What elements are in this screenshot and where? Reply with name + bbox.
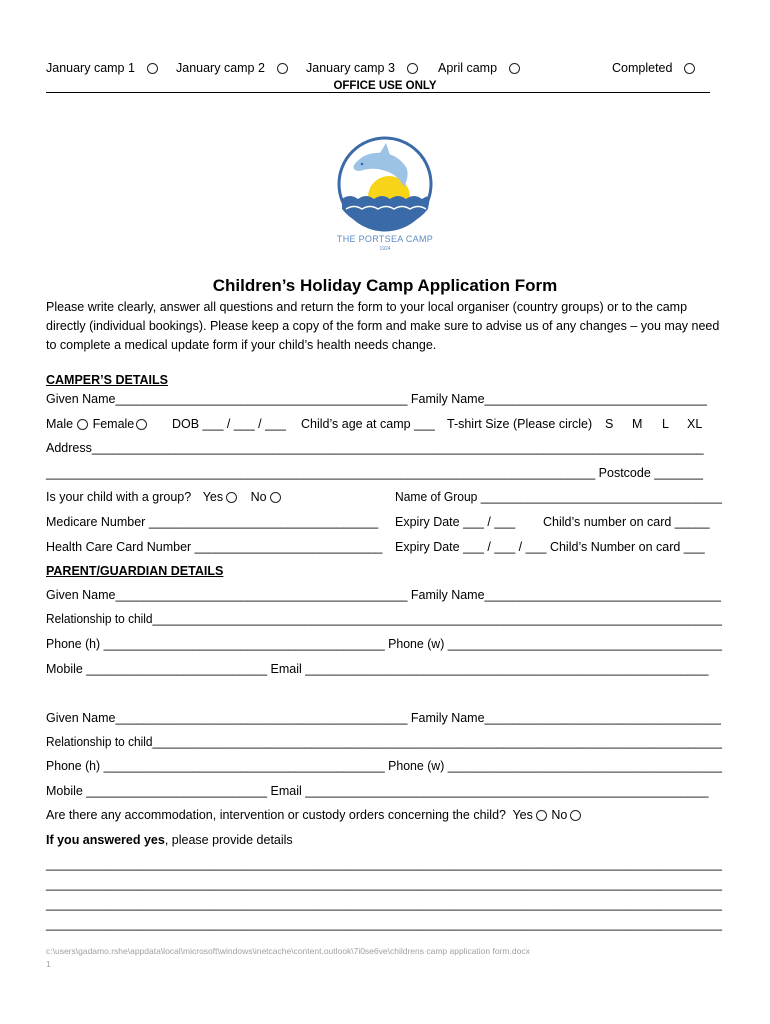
parent-heading: PARENT/GUARDIAN DETAILS <box>46 564 224 578</box>
parent2-relationship-field[interactable]: Relationship to child______________________________________________________________________________________ <box>46 735 722 749</box>
office-option-1[interactable] <box>46 60 161 76</box>
radio-icon[interactable] <box>136 419 147 430</box>
parent1-relationship-field[interactable]: Relationship to child______________________________________________________________________________________ <box>46 612 722 626</box>
office-option-label: January camp 1 <box>46 61 135 75</box>
medicare-expiry-field[interactable]: Expiry Date ___ / ___ <box>395 515 516 529</box>
parent2-given-name-field[interactable]: Given Name__________________________________________ Family Name__________________________________ <box>46 711 721 725</box>
address-field[interactable]: Address________________________________________________________________________________________ <box>46 441 704 455</box>
if-yes-row <box>46 832 293 848</box>
intro-paragraph: Please write clearly, answer all questions and return the form to your local organiser (country groups) or to the camp directly (individual bookings). Please keep a copy of the form and make sure to advise us of any changes – you may need to complete a medical update form if your child’s health needs change. <box>46 300 720 352</box>
details-line-3[interactable]: ________________________________________________________________________________________________________ <box>46 897 722 911</box>
radio-icon[interactable] <box>407 63 418 74</box>
completed-label: Completed <box>612 61 673 75</box>
camper-gender-row <box>46 416 147 432</box>
details-line-1[interactable]: ________________________________________________________________________________________________________ <box>46 857 722 871</box>
radio-icon[interactable] <box>684 63 695 74</box>
parent1-mobile-email-field[interactable]: Mobile __________________________ Email __________________________________________________________ <box>46 662 709 676</box>
footer-file-path: c:\users\gadamo.rshe\appdata\local\microsoft\windows\inetcache\content.outlook\7i0se6ve\childrens camp application form.docx <box>46 946 530 956</box>
hcc-expiry-field[interactable]: Expiry Date ___ / ___ / ___ Child’s Number on card ___ <box>395 540 705 554</box>
age-field[interactable]: Child’s age at camp ___ <box>301 417 435 431</box>
health-care-card-field[interactable]: Health Care Card Number ___________________________ <box>46 540 383 554</box>
female-label: Female <box>92 417 135 431</box>
details-line-2[interactable]: ________________________________________________________________________________________________________ <box>46 877 722 891</box>
group-question: Is your child with a group? <box>46 490 192 504</box>
parent2-mobile-email-field[interactable]: Mobile __________________________ Email __________________________________________________________ <box>46 784 709 798</box>
office-use-label: OFFICE USE ONLY <box>333 80 437 92</box>
office-option-label: January camp 3 <box>306 61 395 75</box>
dolphin-logo-icon <box>334 135 436 233</box>
office-completed[interactable] <box>612 60 698 76</box>
tshirt-size-l[interactable]: L <box>662 417 669 431</box>
camper-given-name-field[interactable]: Given Name__________________________________________ Family Name________________________________ <box>46 392 708 406</box>
tshirt-size-xl[interactable]: XL <box>687 417 703 431</box>
medicare-field[interactable]: Medicare Number _________________________________ <box>46 515 379 529</box>
logo-text: THE PORTSEA CAMP <box>336 234 434 244</box>
tshirt-size-s[interactable]: S <box>605 417 614 431</box>
if-yes-bold: If you answered yes <box>46 833 165 847</box>
tshirt-label: T-shirt Size (Please circle) <box>447 417 593 431</box>
radio-icon[interactable] <box>270 492 281 503</box>
yes-label: Yes <box>202 490 224 504</box>
tshirt-size-m[interactable]: M <box>632 417 643 431</box>
radio-icon[interactable] <box>509 63 520 74</box>
camper-heading: CAMPER’S DETAILS <box>46 373 168 387</box>
radio-icon[interactable] <box>536 810 547 821</box>
details-line-4[interactable]: ________________________________________________________________________________________________________ <box>46 917 722 931</box>
no-label: No <box>551 808 568 822</box>
parent1-phone-field[interactable]: Phone (h) _________________________________________ Phone (w) ________________________________________ <box>46 637 722 651</box>
radio-icon[interactable] <box>226 492 237 503</box>
office-option-4[interactable] <box>438 60 523 76</box>
office-option-2[interactable] <box>176 60 291 76</box>
divider <box>46 92 710 93</box>
radio-icon[interactable] <box>147 63 158 74</box>
form-title: Children’s Holiday Camp Application Form <box>212 276 558 295</box>
orders-question: Are there any accommodation, intervention or custody orders concerning the child? <box>46 808 506 822</box>
parent1-given-name-field[interactable]: Given Name__________________________________________ Family Name__________________________________ <box>46 588 721 602</box>
logo-subtext: 1924 <box>379 246 391 252</box>
dob-field[interactable]: DOB ___ / ___ / ___ <box>172 417 286 431</box>
no-label: No <box>250 490 267 504</box>
office-option-label: January camp 2 <box>176 61 265 75</box>
footer-page-number: 1 <box>46 959 51 969</box>
office-option-3[interactable] <box>306 60 421 76</box>
office-option-label: April camp <box>438 61 498 75</box>
medicare-child-number-field[interactable]: Child’s number on card _____ <box>543 515 710 529</box>
male-label: Male <box>46 417 74 431</box>
radio-icon[interactable] <box>77 419 88 430</box>
orders-question-row <box>46 807 581 823</box>
radio-icon[interactable] <box>277 63 288 74</box>
parent2-phone-field[interactable]: Phone (h) _________________________________________ Phone (w) ________________________________________ <box>46 759 722 773</box>
radio-icon[interactable] <box>570 810 581 821</box>
group-name-field[interactable]: Name of Group ____________________________________ <box>395 490 722 504</box>
address-postcode-field[interactable]: _______________________________________________________________________________ Postcode _______ <box>46 466 703 480</box>
if-yes-rest: , please provide details <box>164 833 293 847</box>
yes-label: Yes <box>512 808 533 822</box>
group-question-row <box>46 489 281 505</box>
